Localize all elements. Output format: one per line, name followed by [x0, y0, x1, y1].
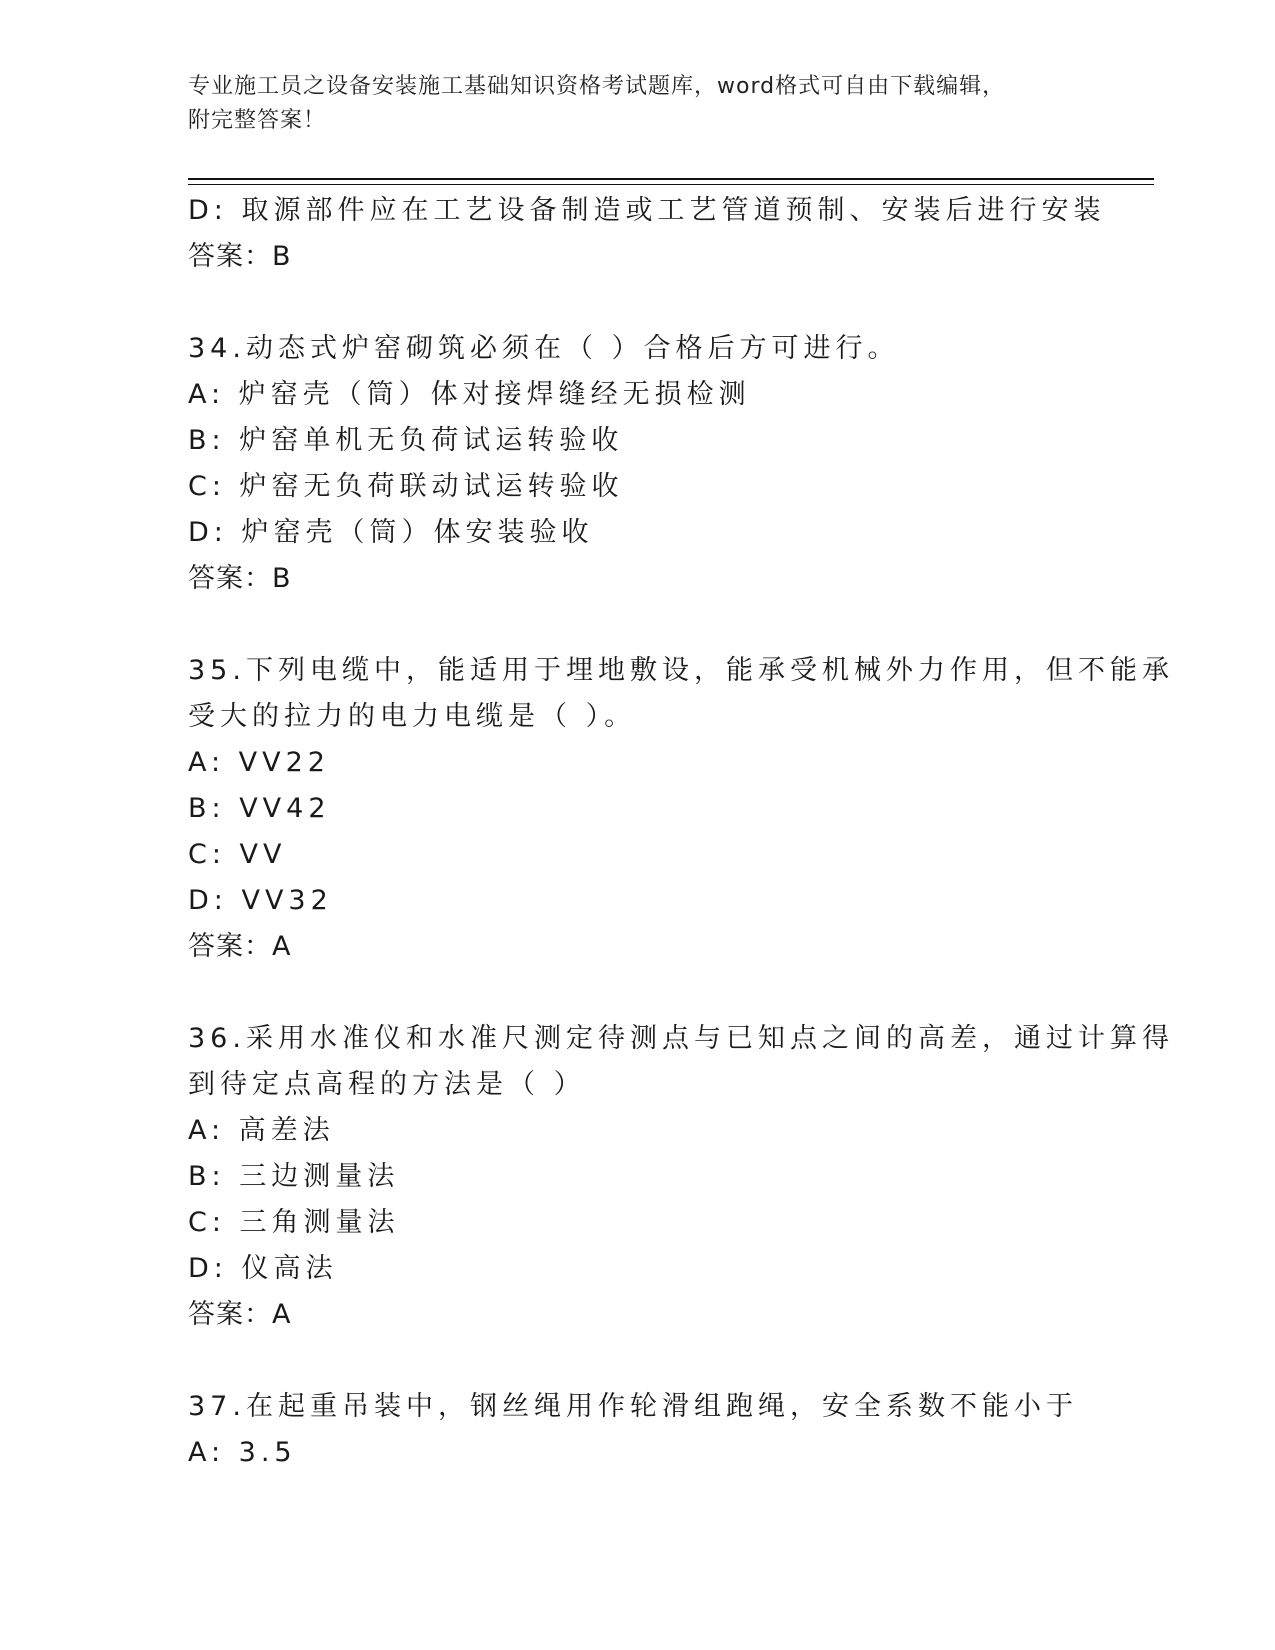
question-text-line-2: 受大的拉力的电力电缆是（ ）。 [188, 701, 637, 732]
question-item-36 [188, 1016, 1174, 1338]
option-d: D: 炉窑壳（筒）体安装验收 [188, 517, 594, 548]
option-d: D: 仪高法 [188, 1253, 338, 1284]
option-a: A: 3.5 [188, 1437, 297, 1468]
question-text: 37.在起重吊装中，钢丝绳用作轮滑组跑绳，安全系数不能小于 [188, 1391, 1078, 1422]
option-d: D: VV32 [188, 885, 333, 916]
spacer [188, 280, 1108, 326]
question-text-line-2: 到待定点高程的方法是（ ） [188, 1069, 586, 1100]
option-c: C: VV [188, 839, 287, 870]
spacer [188, 970, 1108, 1016]
question-text-line-1: 36.采用水准仪和水准尺测定待测点与已知点之间的高差，通过计算得 [188, 1023, 1174, 1054]
answer-line: 答案：A [188, 1299, 292, 1330]
option-a: A: 高差法 [188, 1115, 335, 1146]
header-rule-thin [188, 184, 1154, 185]
spacer [188, 1338, 1108, 1384]
spacer [188, 602, 1108, 648]
option-b: B: 炉窑单机无负荷试运转验收 [188, 425, 624, 456]
option-c: C: 三角测量法 [188, 1207, 400, 1238]
answer-line: 答案：B [188, 563, 292, 594]
question-text-line-1: 35.下列电缆中，能适用于埋地敷设，能承受机械外力作用，但不能承 [188, 655, 1174, 686]
question-item-35 [188, 648, 1174, 970]
answer-line: 答案：B [188, 241, 292, 272]
option-a: A: VV22 [188, 747, 330, 778]
option-b: B: VV42 [188, 793, 331, 824]
question-item-37 [188, 1384, 1108, 1476]
question-list [188, 188, 1174, 1476]
option-d: D: 取源部件应在工艺设备制造或工艺管道预制、安装后进行安装 [188, 195, 1106, 226]
option-c: C: 炉窑无负荷联动试运转验收 [188, 471, 624, 502]
header-line-1: 专业施工员之设备安装施工基础知识资格考试题库，word格式可自由下载编辑， [188, 74, 1006, 99]
answer-line: 答案：A [188, 931, 292, 962]
document-header [188, 70, 1088, 138]
header-rule-thick [188, 178, 1154, 180]
option-a: A: 炉窑壳（筒）体对接焊缝经无损检测 [188, 379, 751, 410]
question-text: 34.动态式炉窑砌筑必须在（ ）合格后方可进行。 [188, 333, 900, 364]
question-item-34 [188, 326, 1108, 602]
header-line-2: 附完整答案！ [188, 108, 327, 133]
previous-question-tail [188, 188, 1108, 280]
option-b: B: 三边测量法 [188, 1161, 400, 1192]
